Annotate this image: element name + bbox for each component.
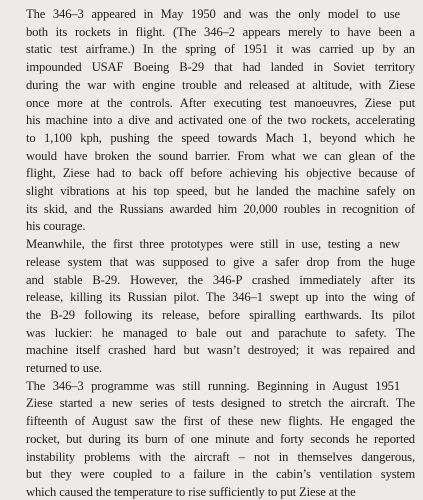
text-line: static test airframe.) In the spring of 1951 it was carried up by an bbox=[26, 42, 415, 57]
text-line: his machine into a dive and activated one of the two rockets, accelerating bbox=[26, 113, 415, 128]
text-line: to 1,100 kph, pushing the speed towards Mach 1, beyond which he bbox=[26, 130, 415, 145]
text-line: machine itself crashed hard but wasn’t destroyed; it was repaired and bbox=[26, 343, 415, 358]
body-text bbox=[11, 6, 415, 500]
text-line: Ziese started a new series of tests designed to stretch the aircraft. The bbox=[26, 396, 415, 411]
text-line: returned to use. bbox=[26, 361, 103, 376]
text-line: The 346–3 appeared in May 1950 and was the only model to use bbox=[26, 7, 400, 21]
text-line: but they were coupled to a failure in the cabin’s ventilation system bbox=[26, 467, 415, 482]
text-line: flight, Ziese had to back off before achieving his objective because of bbox=[26, 166, 415, 181]
text-line: and stable B-29. However, the 346-P crashed immediately after its bbox=[26, 272, 415, 287]
text-line: once more at the controls. After executing test manoeuvres, Ziese put bbox=[26, 95, 415, 110]
text-line: rocket, but during its burn of one minute and forty seconds he reported bbox=[26, 431, 415, 446]
text-line: during the war with engine trouble and released at altitude, with Ziese bbox=[26, 77, 415, 92]
text-line: impounded USAF Boeing B-29 that had landed in Soviet territory bbox=[26, 60, 415, 75]
text-line: would have broken the sound barrier. From what we can glean of the bbox=[26, 148, 415, 163]
text-line: his courage. bbox=[26, 219, 86, 234]
text-line: which caused the temperature to rise sufficiently to put Ziese at the bbox=[26, 484, 356, 499]
text-line: slight vibrations at his top speed, but he landed the machine safely on bbox=[26, 184, 415, 199]
paragraph bbox=[11, 378, 415, 500]
paragraph bbox=[11, 6, 415, 236]
text-line: its skid, and the Russians awarded him 20,000 roubles in recognition of bbox=[26, 201, 415, 216]
paragraph bbox=[11, 236, 415, 378]
text-line: instability problems with the aircraft – not in themselves dangerous, bbox=[26, 449, 415, 464]
text-line: Meanwhile, the first three prototypes were still in use, testing a new bbox=[26, 237, 400, 252]
text-line: release, killing its Russian pilot. The 346–1 swept up into the wing of bbox=[26, 290, 415, 305]
text-line: The 346–3 programme was still running. Beginning in August 1951 bbox=[26, 378, 400, 393]
text-line: release system that was supposed to give a safer drop from the huge bbox=[26, 254, 415, 269]
text-line: was luckier: he managed to bale out and parachute to safety. The bbox=[26, 325, 415, 340]
text-line: both its rockets in flight. (The 346–2 appears merely to have been a bbox=[26, 24, 415, 39]
text-line: the B-29 following its release, before spiralling earthwards. Its pilot bbox=[26, 307, 415, 322]
text-line: fifteenth of August saw the first of these new flights. He engaged the bbox=[26, 414, 415, 429]
